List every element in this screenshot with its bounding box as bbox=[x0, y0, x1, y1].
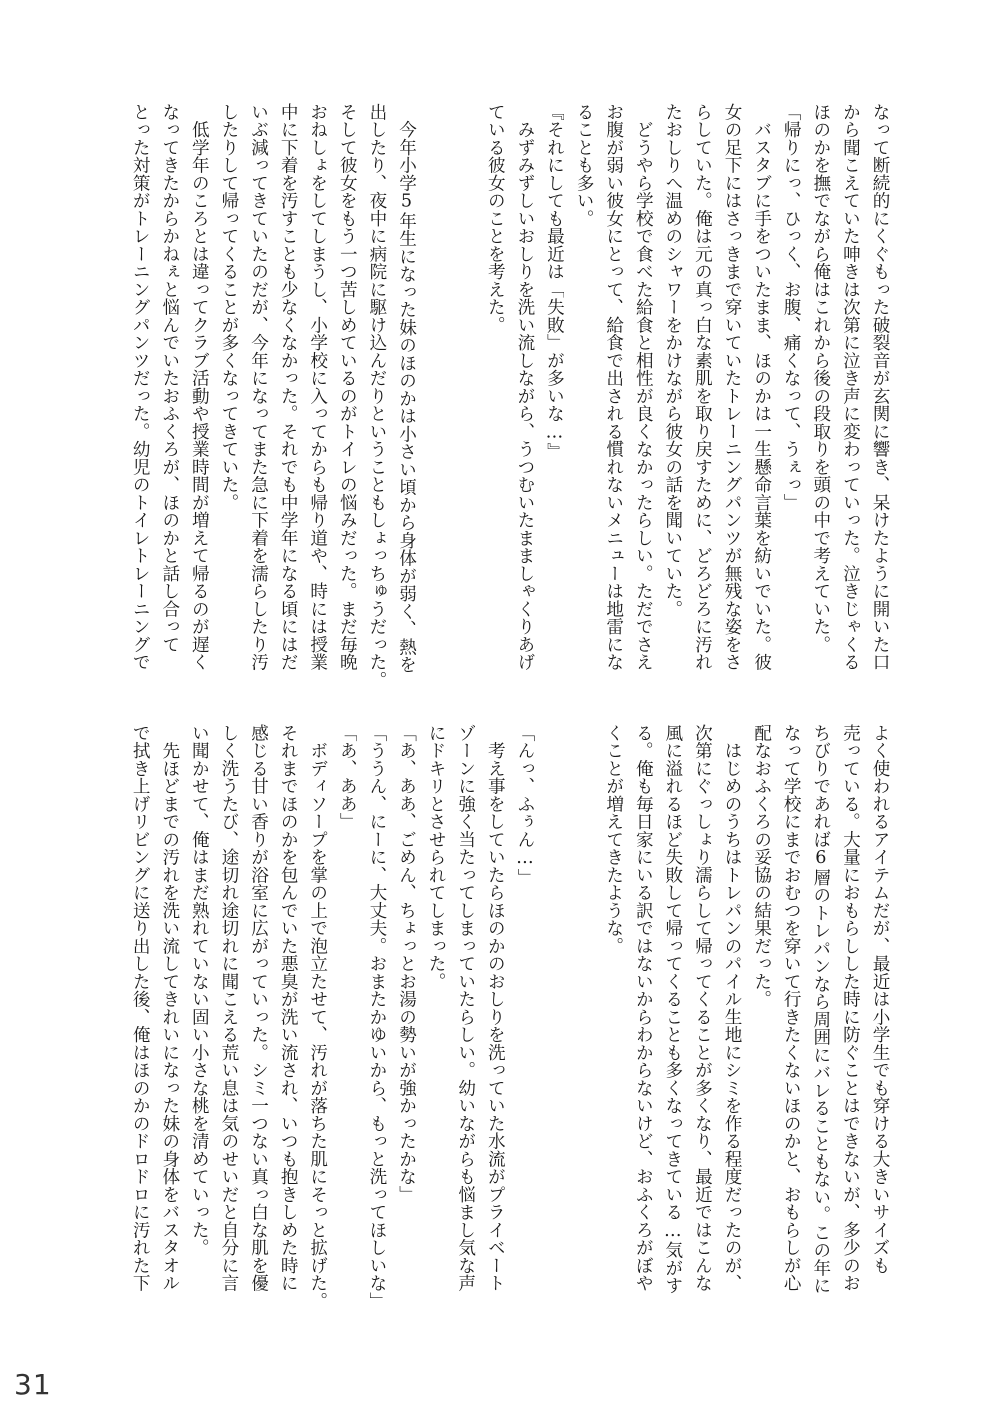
blank-line bbox=[544, 724, 564, 1314]
blank-line bbox=[574, 724, 594, 1314]
text-line: したりして帰ってくることが多くなってきていた。 bbox=[218, 103, 239, 512]
text-line: とった対策がトレーニングパンツだった。幼児のトイレトレーニングで bbox=[130, 103, 151, 671]
text-line: くことが増えてきたような。 bbox=[603, 724, 624, 955]
text-line: 『それにしても最近は「失敗」が多いな…』 bbox=[544, 103, 565, 461]
text-line: 風に溢れるほど失敗して帰ってくることも多くなってきている…気がす bbox=[662, 724, 683, 1295]
text-line: い聞かせて、俺はまだ熟れていない固い小さな桃を清めていった。 bbox=[189, 724, 210, 1257]
text-line: 出したり、夜中に病院に駆け込んだりということもしょっちゅうだった。 bbox=[366, 103, 387, 689]
text-line: バスタブに手をついたまま、ほのかは一生懸命言葉を紡いでいた。彼 bbox=[751, 103, 772, 671]
text-line: お腹が弱い彼女にとって、給食で出される慣れないメニューは地雷にな bbox=[603, 103, 624, 671]
text-line: 「あ、ああ、ごめん、ちょっとお湯の勢いが強かったかな」 bbox=[396, 724, 417, 1204]
blank-line bbox=[426, 103, 446, 698]
text-line: ることも多い。 bbox=[574, 103, 595, 228]
text-line: 低学年のころとは違ってクラブ活動や授業時間が増えて帰るのが遅く bbox=[189, 103, 210, 671]
text-line: たおしりへ温めのシャワーをかけながら彼女の話を聞いていた。 bbox=[662, 103, 683, 618]
text-line: 配なおふくろの妥協の結果だった。 bbox=[751, 724, 772, 1008]
text-line: おねしょをしてしまうし、小学校に入ってからも帰り道や、時には授業 bbox=[307, 103, 328, 671]
text-line: 感じる甘い香りが浴室に広がっていった。シミ一つない真っ白な肌を優 bbox=[248, 724, 269, 1292]
text-line: ちびりであれば6層のトレパンなら周囲にバレることもない。この年に bbox=[810, 724, 831, 1295]
text-line: よく使われるアイテムだが、最近は小学生でも穿ける大きいサイズも bbox=[870, 724, 890, 1275]
text-line: 今年小学5年生になった妹のほのかは小さい頃から身体が弱く、熱を bbox=[396, 103, 417, 674]
upper-text-block bbox=[110, 103, 890, 698]
page-number: 31 bbox=[14, 1368, 52, 1401]
text-line: 次第にぐっしょり濡らして帰ってくることが多くなり、最近ではこんな bbox=[692, 724, 713, 1292]
text-line: 中に下着を汚すことも少なくなかった。それでも中学年になる頃にはだ bbox=[278, 103, 299, 671]
lower-text-block bbox=[110, 724, 890, 1314]
text-line: 考え事をしていたらほのかのおしりを洗っていた水流がプライベート bbox=[485, 724, 506, 1292]
text-line: で拭き上げリビングに送り出した後、俺はほのかのドロドロに汚れた下 bbox=[130, 724, 151, 1292]
text-line: 「帰りにっ、ひっく、お腹、痛くなって、うぇっ」 bbox=[781, 103, 802, 512]
text-line: なってきたからかねぇと悩んでいたおふくろが、ほのかと話し合って bbox=[159, 103, 180, 654]
text-line: 「あ、ああ」 bbox=[337, 724, 358, 831]
text-line: る。俺も毎日家にいる訳ではないからわからないけど、おふくろがぼや bbox=[633, 724, 654, 1292]
text-line: いぶ減ってきていたのだが、今年になってまた急に下着を濡らしたり汚 bbox=[248, 103, 269, 671]
text-line: ている彼女のことを考えた。 bbox=[485, 103, 506, 334]
text-line: らしていた。俺は元の真っ白な素肌を取り戻すために、どろどろに汚れ bbox=[692, 103, 713, 671]
text-line: ゾーンに強く当たってしまっていたらしい。幼いながらも悩まし気な声 bbox=[455, 724, 476, 1292]
text-line: ほのかを撫でながら俺はこれから後の段取りを頭の中で考えていた。 bbox=[810, 103, 831, 654]
text-line: にドキリとさせられてしまった。 bbox=[426, 724, 447, 991]
text-line: はじめのうちはトレパンのパイル生地にシミを作る程度だったのが、 bbox=[722, 724, 743, 1292]
text-line: 女の足下にはさっきまで穿いていたトレーニングパンツが無残な姿をさ bbox=[722, 103, 743, 671]
text-line: どうやら学校で食べた給食と相性が良くなかったらしい。ただでさえ bbox=[633, 103, 654, 671]
text-line: なって断続的にくぐもった破裂音が玄関に響き、呆けたように開いた口 bbox=[870, 103, 890, 671]
text-line: なって学校にまでおむつを穿いて行きたくないほのかと、おもらしが心 bbox=[781, 724, 802, 1292]
text-line: ボディソープを掌の上で泡立たせて、汚れが落ちた肌にそっと拡げた。 bbox=[307, 724, 328, 1310]
text-line: 「んっ、ふぅん…」 bbox=[514, 724, 535, 887]
text-line: それまでほのかを包んでいた悪臭が洗い流され、いつも抱きしめた時に bbox=[278, 724, 299, 1292]
blank-line bbox=[456, 103, 476, 698]
text-line: 売っている。大量におもらしした時に防ぐことはできないが、多少のお bbox=[840, 724, 861, 1292]
text-line: 「ううん、にーに、大丈夫。おまたかゆいから、もっと洗ってほしいな」 bbox=[366, 724, 387, 1310]
text-line: しく洗うたび、途切れ途切れに聞こえる荒い息は気のせいだと自分に言 bbox=[218, 724, 239, 1292]
text-line: そして彼女をもう一つ苦しめているのがトイレの悩みだった。まだ毎晩 bbox=[337, 103, 358, 671]
text-line: 先ほどまでの汚れを洗い流してきれいになった妹の身体をバスタオル bbox=[159, 724, 180, 1292]
text-line: みずみずしいおしりを洗い流しながら、うつむいたまましゃくりあげ bbox=[514, 103, 535, 671]
text-line: から聞こえていた呻きは次第に泣き声に変わっていった。泣きじゃくる bbox=[840, 103, 861, 671]
